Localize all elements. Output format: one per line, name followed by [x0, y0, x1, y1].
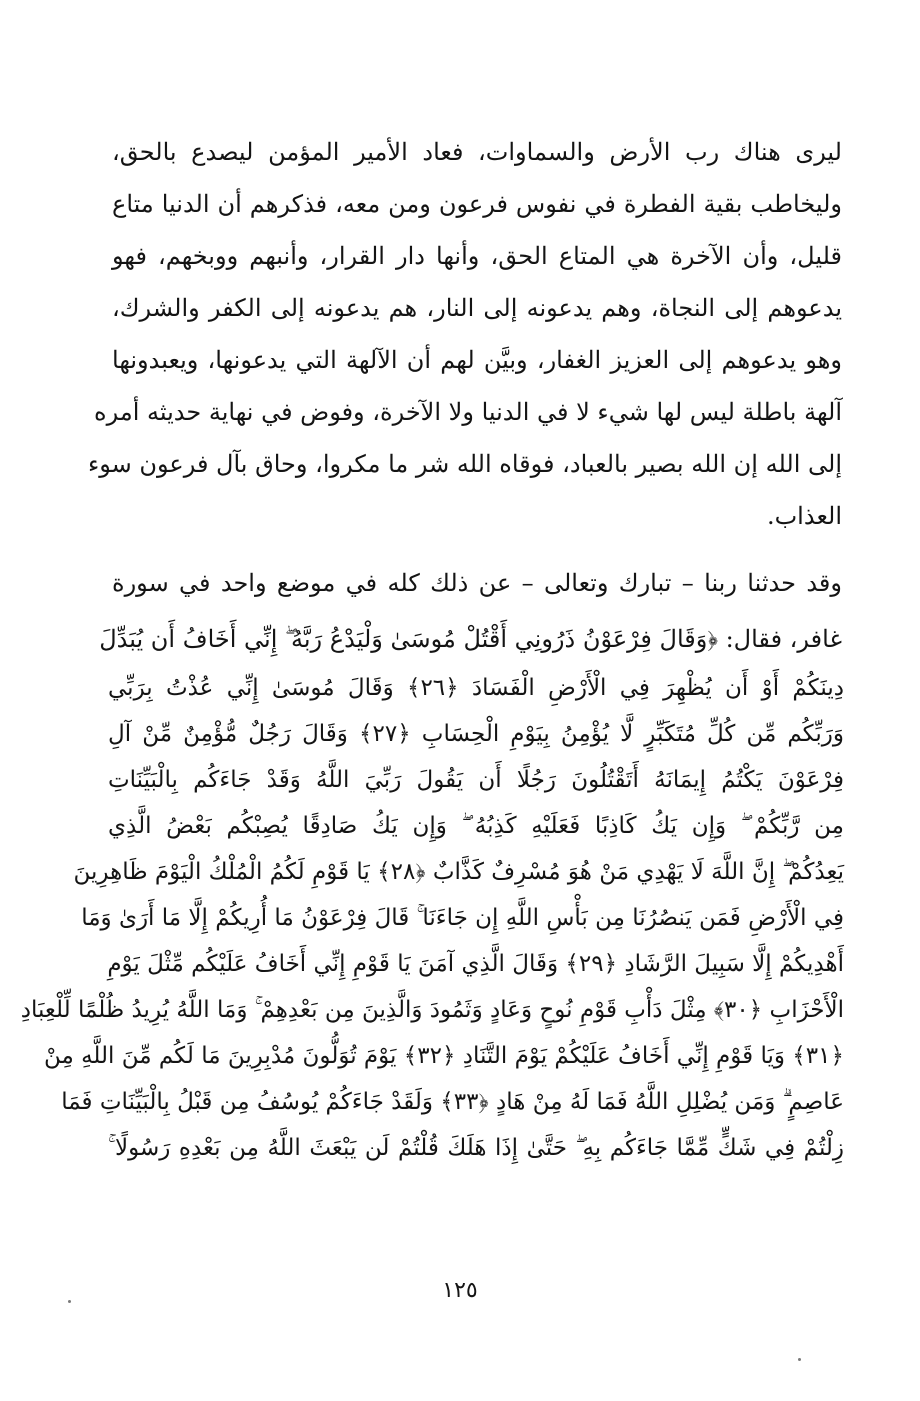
paragraph-narrative	[87, 126, 843, 542]
text-line: العذاب.	[766, 502, 842, 530]
text-line: إلى الله إن الله بصير بالعباد، فوقاه الله شر ما مكروا، وحاق بآل فرعون سوء	[87, 450, 842, 478]
verse-line: فِي الْأَرْضِ فَمَن يَنصُرُنَا مِن بَأْسِ اللَّهِ إِن جَاءَنَا ۚ قَالَ فِرْعَوْنُ مَا أُرِيكُمْ إِلَّا مَا أَرَىٰ وَمَا	[81, 905, 844, 931]
text-line: يدعوهم إلى النجاة، وهم يدعونه إلى النار، هم يدعونه إلى الكفر والشرك،	[112, 294, 842, 322]
verse-line: دِينَكُمْ أَوْ أَن يُظْهِرَ فِي الْأَرْضِ الْفَسَادَ ﴿٢٦﴾ وَقَالَ مُوسَىٰ إِنِّي عُذْتُ بِرَبِّي	[108, 675, 844, 701]
text-line: قليل، وأن الآخرة هي المتاع الحق، وأنها دار القرار، وأنبهم ووبخهم، فهو	[112, 242, 843, 270]
text-line: غافر، فقال: ﴿وَقَالَ فِرْعَوْنُ ذَرُونِي أَقْتُلْ مُوسَىٰ وَلْيَدْعُ رَبَّهُ ۖ إِنِّي أَخَافُ أَن يُبَدِّلَ	[99, 625, 842, 653]
scan-speck	[68, 1300, 71, 1303]
text-line: وقد حدثنا ربنا – تبارك وتعالى – عن ذلك كله في موضع واحد في سورة	[112, 569, 842, 597]
text-line: وليخاطب بقية الفطرة في نفوس فرعون ومن معه، فذكرهم أن الدنيا متاع	[112, 190, 842, 218]
text-line: آلهة باطلة ليس لها شيء لا في الدنيا ولا الآخرة، وفوض في نهاية حديثه أمره	[94, 398, 842, 426]
verse-line: أَهْدِيكُمْ إِلَّا سَبِيلَ الرَّشَادِ ﴿٢٩﴾ وَقَالَ الَّذِي آمَنَ يَا قَوْمِ إِنِّي أَخَافُ عَلَيْكُم مِّثْلَ يَوْمِ	[107, 951, 844, 977]
verse-line: عَاصِمٍ ۗ وَمَن يُضْلِلِ اللَّهُ فَمَا لَهُ مِنْ هَادٍ ﴿٣٣﴾ وَلَقَدْ جَاءَكُمْ يُوسُفُ مِن قَبْلُ بِالْبَيِّنَاتِ فَمَا	[61, 1089, 844, 1115]
quran-verses-block	[20, 665, 845, 1171]
verse-line: وَرَبِّكُم مِّن كُلِّ مُتَكَبِّرٍ لَّا يُؤْمِنُ بِيَوْمِ الْحِسَابِ ﴿٢٧﴾ وَقَالَ رَجُلٌ مُّؤْمِنٌ مِّنْ آلِ	[108, 721, 845, 747]
paragraph-quran-intro	[99, 555, 842, 667]
verse-line: يَعِدُكُمْ ۖ إِنَّ اللَّهَ لَا يَهْدِي مَنْ هُوَ مُسْرِفٌ كَذَّابٌ ﴿٢٨﴾ يَا قَوْمِ لَكُمُ الْمُلْكُ الْيَوْمَ ظَاهِرِينَ	[73, 859, 844, 885]
verse-line: فِرْعَوْنَ يَكْتُمُ إِيمَانَهُ أَتَقْتُلُونَ رَجُلًا أَن يَقُولَ رَبِّيَ اللَّهُ وَقَدْ جَاءَكُم بِالْبَيِّنَاتِ	[108, 767, 844, 793]
text-line: ليرى هناك رب الأرض والسماوات، فعاد الأمير المؤمن ليصدع بالحق،	[112, 138, 842, 166]
verse-line: الْأَحْزَابِ ﴿٣٠﴾ مِثْلَ دَأْبِ قَوْمِ نُوحٍ وَعَادٍ وَثَمُودَ وَالَّذِينَ مِن بَعْدِهِمْ ۚ وَمَا اللَّهُ يُرِيدُ ظُلْمًا لِّلْعِبَادِ	[20, 997, 844, 1023]
verse-line: مِن رَّبِّكُمْ ۖ وَإِن يَكُ كَاذِبًا فَعَلَيْهِ كَذِبُهُ ۖ وَإِن يَكُ صَادِقًا يُصِبْكُم بَعْضُ الَّذِي	[108, 813, 844, 839]
verse-line: ﴿٣١﴾ وَيَا قَوْمِ إِنِّي أَخَافُ عَلَيْكُمْ يَوْمَ التَّنَادِ ﴿٣٢﴾ يَوْمَ تُوَلُّونَ مُدْبِرِينَ مَا لَكُم مِّنَ اللَّهِ مِنْ	[43, 1043, 844, 1069]
page-number: ١٢٥	[442, 1278, 478, 1303]
scan-speck	[798, 1358, 801, 1361]
verse-line: زِلْتُمْ فِي شَكٍّ مِّمَّا جَاءَكُم بِهِ ۖ حَتَّىٰ إِذَا هَلَكَ قُلْتُمْ لَن يَبْعَثَ اللَّهُ مِن بَعْدِهِ رَسُولًا ۚ	[108, 1135, 844, 1161]
text-line: وهو يدعوهم إلى العزيز الغفار، وبيَّن لهم أن الآلهة التي يدعونها، ويعبدونها	[112, 346, 842, 374]
